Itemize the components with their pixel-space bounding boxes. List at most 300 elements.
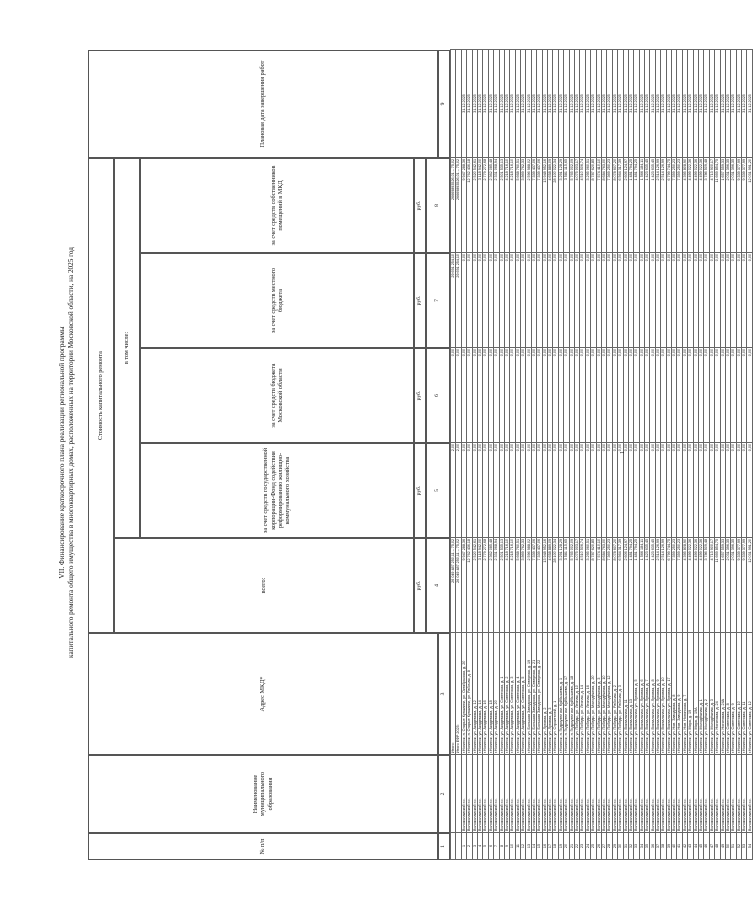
table-cell: 0,00: [650, 443, 655, 538]
table-cell: 31.12.2025: [720, 50, 725, 158]
table-cell: 31.12.2025: [693, 50, 698, 158]
table-cell: 28 100 022,34: [553, 158, 558, 253]
table-cell: 4 395 808,90: [682, 538, 687, 633]
table-cell: 0,00: [601, 253, 606, 348]
table-cell: 0,00: [720, 253, 725, 348]
colnum-7: 7: [426, 253, 450, 348]
table-cell: 19: [558, 833, 563, 860]
table-cell: г.Ногинск, ул. Вокзальная, ул. Луговая, д. 10: [661, 633, 666, 755]
table-cell: Волоколамский г.о.: [601, 755, 606, 833]
table-cell: 31.12.2025: [531, 50, 536, 158]
table-cell: Волоколамский г.о.: [596, 755, 601, 833]
unit-local: руб.: [414, 253, 426, 348]
table-cell: 38: [661, 833, 666, 860]
table-cell: 0,00: [672, 253, 677, 348]
table-cell: 0,00: [655, 253, 660, 348]
table-cell: г.Ногинск, ул. Большая Заводская, ул. Северная, д. 21: [531, 633, 536, 755]
table-cell: 7: [494, 833, 499, 860]
table-cell: 14: [531, 833, 536, 860]
table-cell: г.Ногинск, ул. Вокзальная, д. 13: [628, 633, 633, 755]
header-municipality: Наименование муниципального образования: [88, 755, 438, 833]
table-cell: 0,00: [612, 253, 617, 348]
table-cell: 0,00: [666, 348, 671, 443]
table-cell: 8 078 607,20: [612, 158, 617, 253]
table-cell: Волоколамский г.о.: [618, 755, 623, 833]
table-cell: 0,00: [693, 253, 698, 348]
table-cell: 0,00: [715, 443, 720, 538]
table-cell: 0,00: [483, 348, 488, 443]
table-cell: 0,00: [607, 443, 612, 538]
table-cell: Волоколамский г.о.: [553, 755, 558, 833]
table-cell: 42: [682, 833, 687, 860]
table-cell: 2 331 068,94: [494, 538, 499, 633]
table-cell: 0,00: [634, 253, 639, 348]
table-cell: 2 606 124,97: [623, 538, 628, 633]
table-cell: Волоколамский г.о.: [494, 755, 499, 833]
table-cell: 0,00: [725, 348, 730, 443]
table-cell: 31.12.2025: [655, 50, 660, 158]
table-cell: 4 499 022,36: [693, 158, 698, 253]
table-cell: Волоколамский г.о.: [504, 755, 509, 833]
table-cell: 0,00: [558, 443, 563, 538]
table-cell: 0,00: [666, 443, 671, 538]
table-cell: г.Ногинск, ул. Победы, ул. Лесная, д. 16: [585, 633, 590, 755]
table-cell: 8 078 607,20: [612, 538, 617, 633]
table-cell: 9 339 377,99: [736, 158, 741, 253]
table-cell: г.Ногинск, ул. Победы, ул. Рабочая, д. 2: [612, 633, 617, 755]
table-cell: 9 947 288,36: [461, 538, 466, 633]
table-cell: 0,00: [607, 348, 612, 443]
table-cell: 7 359 250,23: [672, 158, 677, 253]
table-cell: Волоколамский г.о.: [666, 755, 671, 833]
table-cell: 21: [569, 833, 574, 860]
table-cell: 0,00: [537, 348, 542, 443]
header-owners: за счет средств собственников помещений в МКД: [140, 158, 414, 253]
table-cell: Волоколамский г.о.: [574, 755, 579, 833]
table-cell: г.Ногинск, ул. Академика, ул. Советская, д. 5: [521, 633, 526, 755]
table-cell: 0,00: [693, 348, 698, 443]
table-cell: Волоколамский г.о.: [542, 755, 547, 833]
table-cell: 15: [537, 833, 542, 860]
table-cell: 0,00: [650, 253, 655, 348]
table-cell: 22: [574, 833, 579, 860]
table-cell: 0,00: [553, 443, 558, 538]
table-cell: 31.12.2025: [591, 50, 596, 158]
table-cell: 0,00: [488, 253, 493, 348]
colnum-8: 8: [426, 158, 450, 253]
header-date: Плановая дата завершения работ: [88, 50, 438, 158]
table-cell: 0,00: [596, 348, 601, 443]
table-cell: 31.12.2025: [634, 50, 639, 158]
colnum-1: 1: [438, 833, 450, 860]
table-cell: 47: [709, 833, 714, 860]
table-cell: 0,00: [494, 348, 499, 443]
table-cell: 0,00: [585, 348, 590, 443]
table-cell: 0,00: [451, 348, 456, 443]
table-cell: Волоколамский г.о.: [585, 755, 590, 833]
table-cell: Волоколамский г.о.: [591, 755, 596, 833]
table-cell: 0,00: [645, 443, 650, 538]
table-cell: Волоколамский г.о.: [483, 755, 488, 833]
table-cell: 0,00: [526, 348, 531, 443]
table-cell: 0,00: [526, 253, 531, 348]
table-cell: 0,00: [494, 253, 499, 348]
table-cell: 3: [472, 833, 477, 860]
table-cell: Волоколамский г.о.: [477, 755, 482, 833]
table-cell: 31.12.2025: [736, 50, 741, 158]
table-cell: 2 514 126,99: [655, 158, 660, 253]
table-cell: 4 658 889,09: [548, 538, 553, 633]
table-cell: 24: [585, 833, 590, 860]
header-num: № п/п: [88, 833, 438, 860]
table-cell: г.Ногинск, ул. Академика, д. 16: [483, 633, 488, 755]
colnum-3: 3: [438, 633, 450, 755]
table-cell: Волоколамский г.о.: [612, 755, 617, 833]
table-cell: г.Ногинск, ул. Победы, ул. Рабочая, д. 3: [618, 633, 623, 755]
table-cell: 0,00: [569, 443, 574, 538]
table-cell: 31.12.2025: [521, 50, 526, 158]
table-cell: 41: [677, 833, 682, 860]
table-cell: 2 362 085,48: [488, 158, 493, 253]
table-cell: 1 566 184,11: [639, 158, 644, 253]
table-cell: г.Ногинск, ул. Академика, ул. Советская, д. 2: [504, 633, 509, 755]
table-cell: г.Ногинск, ул. Ногинская, д. 24: [715, 633, 720, 755]
table-cell: 0,00: [515, 443, 520, 538]
table-cell: 0,00: [580, 253, 585, 348]
table-cell: Волоколамский г.о.: [688, 755, 693, 833]
table-cell: 0,00: [521, 253, 526, 348]
table-cell: 13 948 952,16: [542, 538, 547, 633]
table-cell: Волоколамский г.о.: [639, 755, 644, 833]
table-cell: Волоколамский г.о.: [488, 755, 493, 833]
table-cell: 0,00: [553, 348, 558, 443]
header-fund: за счет средств государственной корпорации-Фонд содействия реформированию жилищно-коммунального хозяйства: [140, 443, 414, 538]
colnum-6: 6: [426, 348, 450, 443]
table-cell: 0,00: [601, 443, 606, 538]
unit-total: руб.: [414, 538, 426, 633]
table-cell: Волоколамский г.о.: [736, 755, 741, 833]
table-cell: 7 339 437,06: [537, 538, 542, 633]
table-cell: г.Ногинск, ул. Победы, ул. Лесная, д. 10: [574, 633, 579, 755]
table-cell: 9 339 377,99: [742, 538, 747, 633]
table-cell: 4 713 900,17: [709, 538, 714, 633]
table-cell: 7 369 250,23: [607, 538, 612, 633]
table-cell: 2 031 396,35: [725, 158, 730, 253]
table-cell: 0,00: [618, 348, 623, 443]
table-cell: 0,00: [580, 348, 585, 443]
table-cell: 1 481 794,25: [634, 538, 639, 633]
table-cell: Итого:: [451, 633, 456, 755]
table-cell: Волоколамский г.о.: [623, 755, 628, 833]
table-cell: г.Ногинск, ул. Вокзальная, ул. Луговая, д. 17: [666, 633, 671, 755]
table-cell: 31.12.2025: [607, 50, 612, 158]
table-cell: 30: [618, 833, 623, 860]
table-cell: 0,00: [704, 443, 709, 538]
table-cell: 0,00: [698, 253, 703, 348]
table-cell: г.Ногинск, ул. Академика, д. 20: [494, 633, 499, 755]
table-cell: 2 779 272,68: [483, 158, 488, 253]
table-cell: 2 514 126,99: [661, 538, 666, 633]
table-cell: г.Ногинск, п. Гидроузел им. Куйбышева, д. 1: [558, 633, 563, 755]
table-cell: 3 581 115,65: [564, 158, 569, 253]
table-cell: 4 499 022,36: [698, 538, 703, 633]
table-cell: 4 713 900,17: [709, 158, 714, 253]
table-cell: 0,00: [542, 348, 547, 443]
table-cell: 31.12.2025: [548, 50, 553, 158]
table-cell: г.Ногинск, ул. Вокзальная, ул. Луговая, д. 7: [645, 633, 650, 755]
table-cell: 4 218 716,10: [504, 158, 509, 253]
table-cell: Волоколамский г.о.: [650, 755, 655, 833]
table-cell: Волоколамский г.о.: [725, 755, 730, 833]
table-cell: 0,00: [645, 253, 650, 348]
table-cell: 31.12.2025: [742, 50, 747, 158]
table-cell: 4 658 889,09: [548, 158, 553, 253]
table-cell: г.Ногинск, ул. Академика, д. 18: [488, 633, 493, 755]
table-cell: Волоколамский г.о.: [548, 755, 553, 833]
table-cell: 0,00: [553, 253, 558, 348]
table-cell: 28 100 022,34: [553, 538, 558, 633]
table-cell: Волоколамский г.о.: [704, 755, 709, 833]
table-cell: 4 218 716,10: [510, 158, 515, 253]
table-cell: 0,00: [569, 348, 574, 443]
table-cell: 5 668 760,51: [515, 538, 520, 633]
table-cell: г.Ногинск, ул. Победы, ул. Молодёжная, д. 3: [596, 633, 601, 755]
table-cell: 2 520 542,61: [472, 158, 477, 253]
table-cell: 0,00: [736, 348, 741, 443]
table-cell: 1 481 794,25: [634, 158, 639, 253]
table-cell: 0,00: [477, 253, 482, 348]
table-cell: 0,00: [601, 348, 606, 443]
table-cell: 0,00: [591, 348, 596, 443]
table-cell: г.Ногинск, ул. Академика, ул. Советская, д. 1: [499, 633, 504, 755]
table-cell: 0,00: [704, 348, 709, 443]
table-cell: 1 566 184,11: [639, 538, 644, 633]
table-cell: 51: [731, 833, 736, 860]
table-cell: Волоколамский г.о.: [709, 755, 714, 833]
table-cell: Волоколамский г.о.: [742, 755, 747, 833]
table-cell: г.Ногинск, ул. Советская, д. 10: [736, 633, 741, 755]
table-cell: 0,00: [628, 348, 633, 443]
table-cell: 2 596 988,02: [526, 538, 531, 633]
table-cell: 0,00: [548, 443, 553, 538]
table-cell: 31.12.2025: [747, 50, 752, 158]
table-cell: 4: [477, 833, 482, 860]
table-cell: 31.12.2025: [467, 50, 472, 158]
table-cell: 0,00: [537, 253, 542, 348]
table-cell: 0,00: [623, 348, 628, 443]
table-cell: 0,00: [521, 348, 526, 443]
table-cell: 0,00: [499, 348, 504, 443]
table-cell: 1 423 635,45: [645, 538, 650, 633]
table-cell: 4 499 022,36: [693, 538, 698, 633]
table-cell: 0,00: [558, 253, 563, 348]
table-cell: 26 049 487 250,11 – 75,02: [456, 538, 461, 633]
table-cell: 7 359 250,23: [672, 538, 677, 633]
table-cell: 0,00: [747, 443, 752, 538]
table-cell: 6 799 744,75: [666, 158, 671, 253]
table-cell: Волоколамский г.о.: [564, 755, 569, 833]
table-cell: 0,00: [564, 253, 569, 348]
colnum-4: 4: [426, 538, 450, 633]
table-cell: 0,00: [526, 443, 531, 538]
table-cell: 1 481 794,25: [628, 538, 633, 633]
table-cell: 0,00: [655, 443, 660, 538]
table-cell: Волоколамский г.о.: [715, 755, 720, 833]
table-cell: 31.12.2025: [461, 50, 466, 158]
table-cell: 0,00: [650, 348, 655, 443]
table-cell: 0,00: [504, 253, 509, 348]
table-cell: 3 786 509,48: [704, 538, 709, 633]
table-cell: г.Ногинск, ул. Советская, д. 9: [731, 633, 736, 755]
table-cell: 0,00: [591, 253, 596, 348]
table-cell: г.Ногинск, ул. Победы, ул. Молодёжная, д. 10: [601, 633, 606, 755]
table-cell: г.Ногинск, ул. Победы, ул. Лесная, д. 14: [580, 633, 585, 755]
table-cell: 7 574 410,10: [596, 158, 601, 253]
table-cell: 29 691 254,10: [451, 253, 456, 348]
table-cell: Волоколамский г.о.: [661, 755, 666, 833]
table-cell: 3 291 128,29: [558, 158, 563, 253]
table-cell: 0,00: [585, 443, 590, 538]
table-cell: 40: [672, 833, 677, 860]
table-cell: 0,00: [618, 253, 623, 348]
table-cell: 0,00: [591, 443, 596, 538]
table-cell: Волоколамский г.о.: [607, 755, 612, 833]
table-cell: 37: [655, 833, 660, 860]
table-cell: 0,00: [542, 253, 547, 348]
table-cell: 31.12.2025: [580, 50, 585, 158]
table-cell: Волоколамский г.о.: [531, 755, 536, 833]
table-cell: 12 762 436,18: [467, 158, 472, 253]
table-cell: 0,00: [515, 348, 520, 443]
table-cell: 0,00: [661, 348, 666, 443]
table-cell: 7 339 437,06: [537, 158, 542, 253]
table-cell: 2 501 535,13: [499, 538, 504, 633]
table-cell: г.Ногинск, ул. Академика, д. 12: [472, 633, 477, 755]
table-cell: 45: [698, 833, 703, 860]
table-cell: 0,00: [634, 348, 639, 443]
table-cell: 31.12.2025: [499, 50, 504, 158]
table-cell: г.Ногинск, ул. Большая Заводская, ул. Северная, д. 19: [526, 633, 531, 755]
table-cell: 1 481 794,25: [628, 158, 633, 253]
table-cell: г.Ногинск, ул. Ногинская, д. 24А: [720, 633, 725, 755]
table-cell: 31.12.2025: [623, 50, 628, 158]
table-cell: г.Ногинск, ул. Луговая, д. 2: [542, 633, 547, 755]
table-cell: 31.12.2025: [715, 50, 720, 158]
table-cell: 13: [526, 833, 531, 860]
table-cell: 7 359 250,23: [677, 538, 682, 633]
table-cell: 49: [720, 833, 725, 860]
table-cell: 0,00: [639, 443, 644, 538]
table-cell: 0,00: [639, 348, 644, 443]
table-cell: 26669893526,01 – 75,02: [456, 158, 461, 253]
table-cell: 6: [488, 833, 493, 860]
header-including: в том числе:: [114, 158, 140, 538]
table-cell: Волоколамский г.о.: [467, 755, 472, 833]
table-cell: 31.12.2025: [688, 50, 693, 158]
table-cell: 12: [521, 833, 526, 860]
table-cell: 0,00: [467, 443, 472, 538]
table-cell: 31.12.2025: [677, 50, 682, 158]
table-cell: 50: [725, 833, 730, 860]
table-cell: 31.12.2025: [574, 50, 579, 158]
table-cell: 8: [499, 833, 504, 860]
unit-fund: руб.: [414, 443, 426, 538]
table-cell: 0,00: [558, 348, 563, 443]
table-cell: 17: [548, 833, 553, 860]
colnum-5: 5: [426, 443, 450, 538]
table-cell: 0,00: [682, 348, 687, 443]
table-cell: 8 787 620,85: [591, 158, 596, 253]
table-cell: 0,00: [698, 443, 703, 538]
table-cell: 5 765 002,09: [569, 158, 574, 253]
table-cell: Волоколамский г.о.: [655, 755, 660, 833]
table-cell: 7 574 410,10: [596, 538, 601, 633]
table-cell: 39: [666, 833, 671, 860]
table-cell: 11: [515, 833, 520, 860]
table-cell: 28: [607, 833, 612, 860]
table-cell: 0,00: [531, 348, 536, 443]
table-cell: 0,00: [666, 253, 671, 348]
table-cell: 7 339 437,06: [531, 538, 536, 633]
table-cell: 0,00: [499, 443, 504, 538]
table-cell: 0,00: [531, 253, 536, 348]
table-cell: Волоколамский г.о.: [515, 755, 520, 833]
table-cell: 31.12.2025: [661, 50, 666, 158]
table-cell: 0,00: [548, 348, 553, 443]
table-cell: 36: [650, 833, 655, 860]
table-cell: 0,00: [725, 443, 730, 538]
table-cell: 2 031 396,35: [731, 158, 736, 253]
table-cell: 0,00: [510, 348, 515, 443]
table-cell: 31.12.2025: [672, 50, 677, 158]
table-cell: 0,00: [504, 443, 509, 538]
table-cell: 4 075 003,17: [574, 158, 579, 253]
table-cell: 31.12.2025: [618, 50, 623, 158]
table-cell: г.Ногинск, п. Старые Кузьмини, ул. Рабочая, д. 8: [467, 633, 472, 755]
table-cell: 0,00: [461, 443, 466, 538]
table-cell: 12 762 436,18: [467, 538, 472, 633]
table-cell: 1 423 635,45: [650, 158, 655, 253]
document-title: VII. Финансирование краткосрочного плана реализации региональной программы: [58, 326, 66, 579]
table-cell: 0,00: [704, 253, 709, 348]
table-cell: 0,00: [585, 253, 590, 348]
table-cell: 31.12.2025: [666, 50, 671, 158]
table-cell: 31.12.2025: [645, 50, 650, 158]
table-cell: 31.12.2025: [585, 50, 590, 158]
table-cell: 0,00: [634, 443, 639, 538]
table-cell: 0,00: [645, 348, 650, 443]
table-cell: 8 684 763,00: [601, 158, 606, 253]
table-cell: 0,00: [736, 253, 741, 348]
table-cell: 31.12.2025: [596, 50, 601, 158]
table-cell: Волоколамский г.о.: [521, 755, 526, 833]
table-cell: 31.12.2025: [558, 50, 563, 158]
table-cell: 0,00: [472, 348, 477, 443]
table-cell: 0,00: [477, 443, 482, 538]
financing-table: [450, 49, 753, 860]
table-cell: 31.12.2025: [483, 50, 488, 158]
table-cell: 31.12.2025: [601, 50, 606, 158]
table-cell: 0,00: [596, 443, 601, 538]
table-cell: 1 423 635,45: [645, 158, 650, 253]
table-cell: г.Ногинск, ул. Мира, д. 19: [688, 633, 693, 755]
table-cell: 29 691 254,10: [456, 253, 461, 348]
table-cell: Волоколамский г.о.: [580, 755, 585, 833]
table-cell: 48: [715, 833, 720, 860]
table-cell: 0,00: [709, 348, 714, 443]
table-cell: 1 423 635,45: [650, 538, 655, 633]
table-cell: 0,00: [720, 348, 725, 443]
